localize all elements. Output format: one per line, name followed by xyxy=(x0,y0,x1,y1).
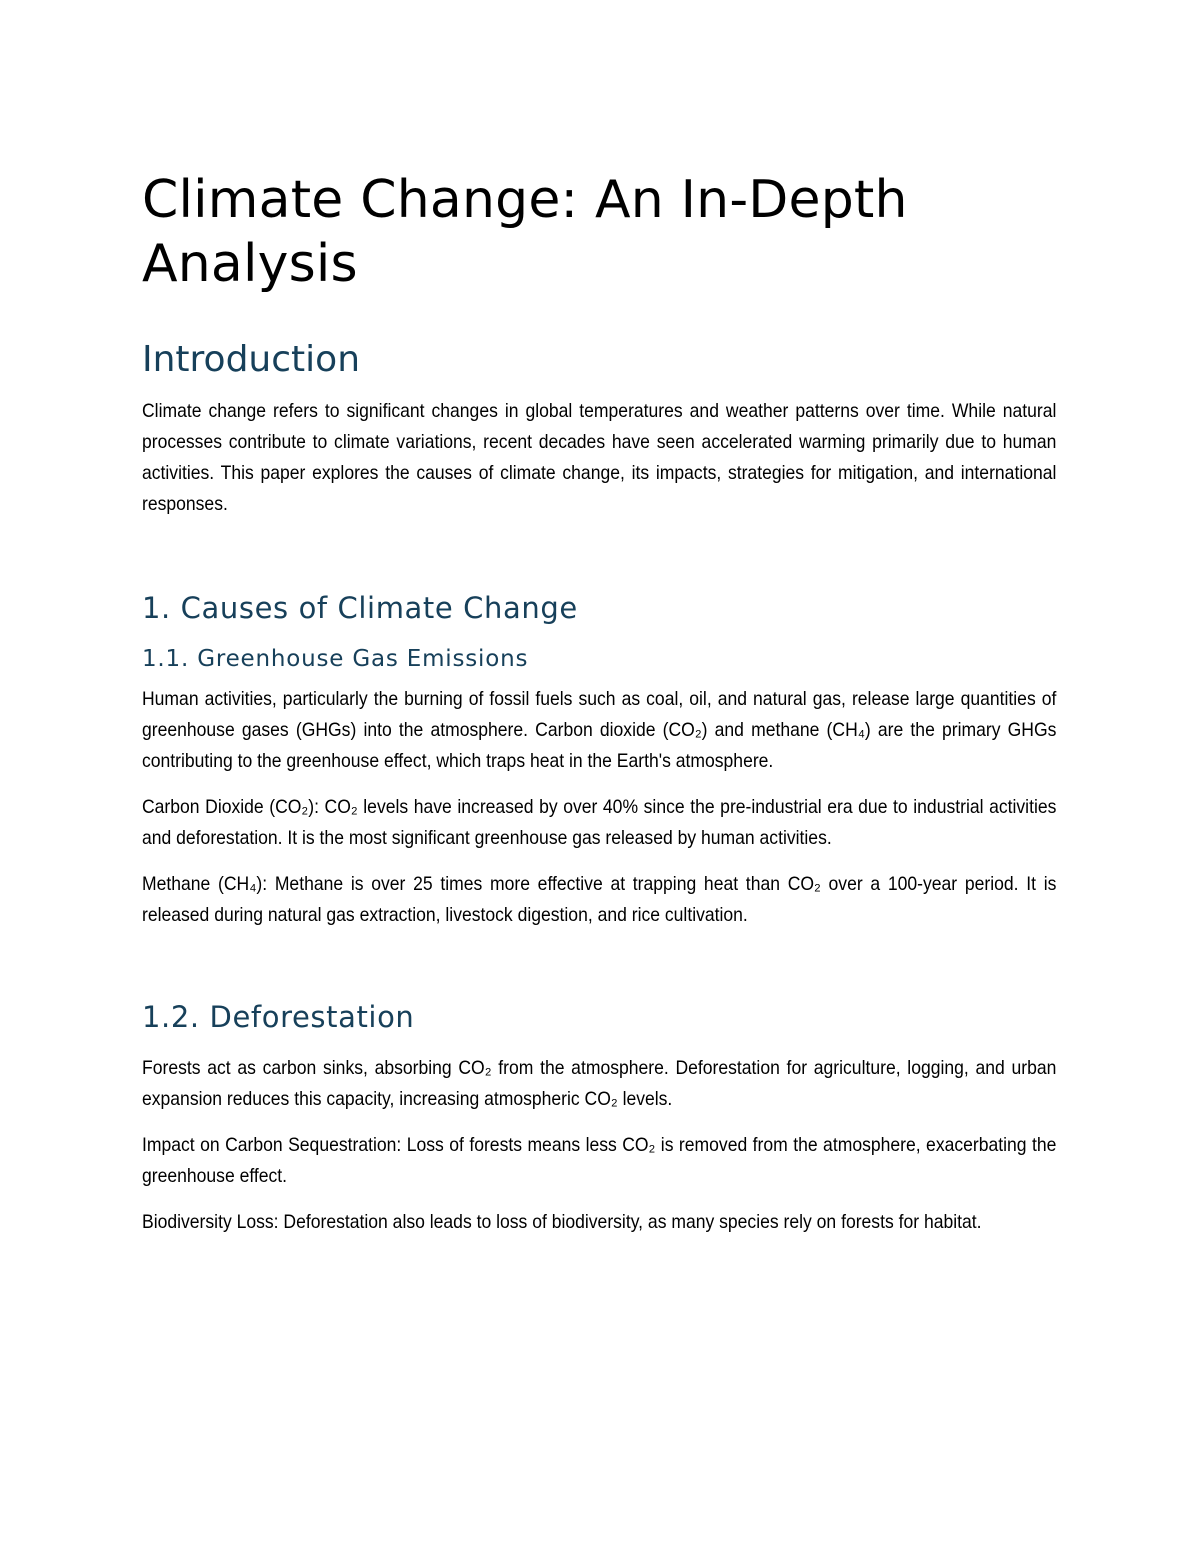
deforestation-heading: 1.2. Deforestation xyxy=(142,1000,415,1034)
methane-paragraph: Methane (CH₄): Methane is over 25 times more effective at trapping heat than CO₂ over a 100-year period. It is released during natural gas extraction, livestock digestion, and rice cultivation. xyxy=(142,873,1057,926)
carbon-sequestration-paragraph: Impact on Carbon Sequestration: Loss of forests means less CO₂ is removed from the atmosphere, exacerbating the greenhouse effect. xyxy=(142,1134,1057,1187)
carbon-dioxide-paragraph: Carbon Dioxide (CO₂): CO₂ levels have increased by over 40% since the pre-industrial era due to industrial activities and deforestation. It is the most significant greenhouse gas released by human activities. xyxy=(142,796,1057,849)
introduction-paragraph: Climate change refers to significant changes in global temperatures and weather patterns over time. While natural processes contribute to climate variations, recent decades have seen accelerated warming primarily due to human activities. This paper explores the causes of climate change, its impacts, strategies for mitigation, and international responses. xyxy=(142,400,1057,515)
causes-heading: 1. Causes of Climate Change xyxy=(142,591,578,625)
document-body xyxy=(142,168,1057,1238)
greenhouse-heading: 1.1. Greenhouse Gas Emissions xyxy=(142,646,529,672)
deforestation-paragraph: Forests act as carbon sinks, absorbing CO₂ from the atmosphere. Deforestation for agriculture, logging, and urban expansion reduces this capacity, increasing atmospheric CO₂ levels. xyxy=(142,1057,1057,1110)
greenhouse-paragraph: Human activities, particularly the burning of fossil fuels such as coal, oil, and natural gas, release large quantities of greenhouse gases (GHGs) into the atmosphere. Carbon dioxide (CO₂) and methane (CH₄) are the primary GHGs contributing to the greenhouse effect, which traps heat in the Earth's atmosphere. xyxy=(142,688,1057,772)
biodiversity-loss-paragraph: Biodiversity Loss: Deforestation also leads to loss of biodiversity, as many species rely on forests for habitat. xyxy=(142,1211,982,1233)
document-title: Climate Change: An In-Depth Analysis xyxy=(142,170,908,294)
introduction-heading: Introduction xyxy=(142,339,361,380)
